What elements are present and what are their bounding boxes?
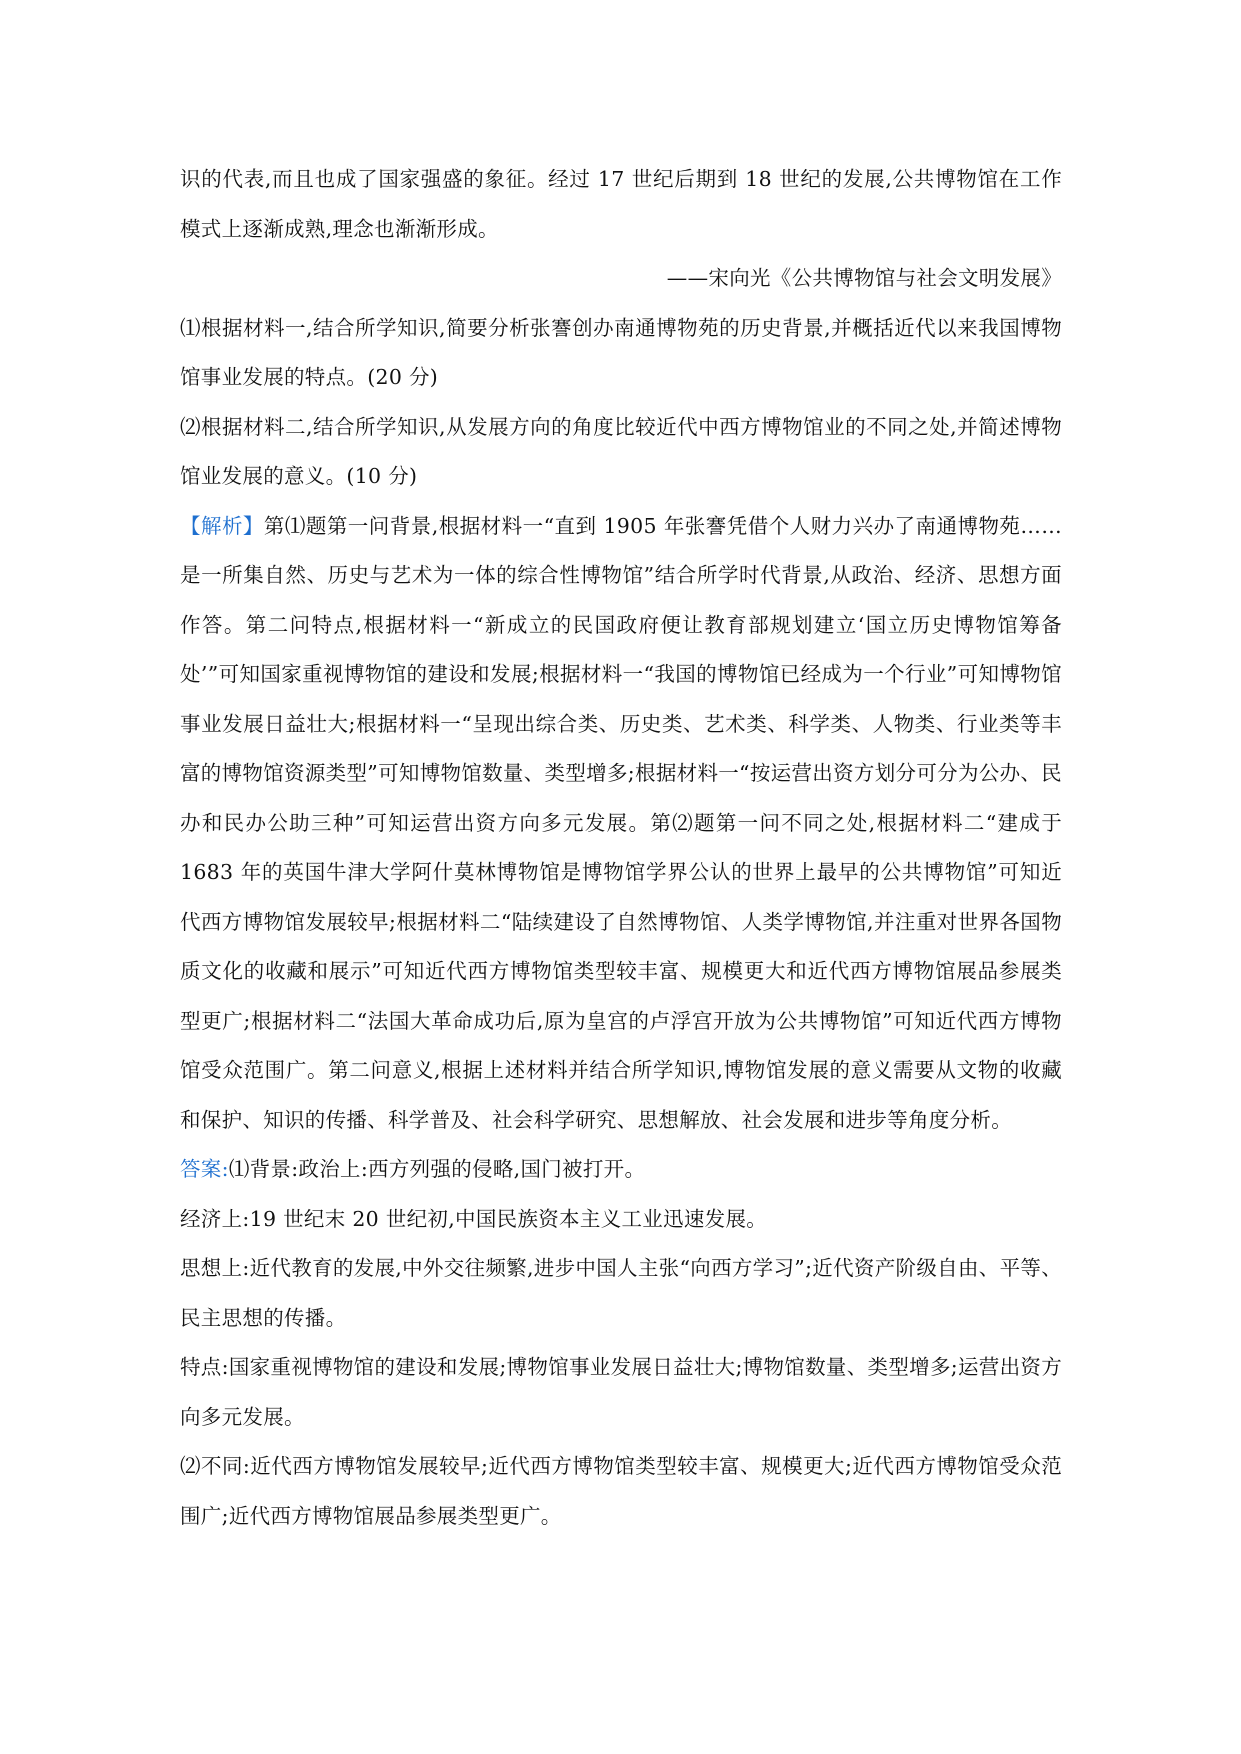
answer-line-3: 思想上:近代教育的发展,中外交往频繁,进步中国人主张“向西方学习”;近代资产阶级自由、平等、民主思想的传播。 (180, 1256, 1062, 1330)
citation: ——宋向光《公共博物馆与社会文明发展》 (666, 266, 1062, 290)
question-2: ⑵根据材料二,结合所学知识,从发展方向的角度比较近代中西方博物馆业的不同之处,并简述博物馆业发展的意义。(10 分) (180, 414, 1062, 488)
analysis-paragraph (180, 502, 1062, 1146)
question-1: ⑴根据材料一,结合所学知识,简要分析张謇创办南通博物苑的历史背景,并概括近代以来我国博物馆事业发展的特点。(20 分) (180, 315, 1062, 389)
answer-paragraph (180, 1145, 1062, 1195)
answer-label: 答案: (180, 1157, 229, 1181)
document-page (180, 155, 1062, 1541)
answer-line-4: 特点:国家重视博物馆的建设和发展;博物馆事业发展日益壮大;博物馆数量、类型增多;运营出资方向多元发展。 (180, 1355, 1062, 1429)
intro-paragraph: 识的代表,而且也成了国家强盛的象征。经过 17 世纪后期到 18 世纪的发展,公共博物馆在工作模式上逐渐成熟,理念也渐渐形成。 (180, 167, 1062, 241)
answer-line-5: ⑵不同:近代西方博物馆发展较早;近代西方博物馆类型较丰富、规模更大;近代西方博物馆受众范围广;近代西方博物馆展品参展类型更广。 (180, 1454, 1062, 1528)
analysis-label: 【解析】 (180, 513, 264, 538)
answer-line-1: ⑴背景:政治上:西方列强的侵略,国门被打开。 (228, 1157, 646, 1181)
analysis-text: 第⑴题第一问背景,根据材料一“直到 1905 年张謇凭借个人财力兴办了南通博物苑……是一所集自然、历史与艺术为一体的综合性博物馆”结合所学时代背景,从政治、经济、思想方面作答。第二问特点,根据材料一“新成立的民国政府便让教育部规划建立‘国立历史博物馆筹备处’”可知国家重视博物馆的建设和发展;根据材料一“我国的博物馆已经成为一个行业”可知博物馆事业发展日益壮大;根据材料一“呈现出综合类、历史类、艺术类、科学类、人物类、行业类等丰富的博物馆资源类型”可知博物馆数量、类型增多;根据材料一“按运营出资方划分可分为公办、民办和民办公助三种”可知运营出资方向多元发展。第⑵题第一问不同之处,根据材料二“建成于 1683 年的英国牛津大学阿什莫林博物馆是博物馆学界公认的世界上最早的公共博物馆”可知近代西方博物馆发展较早;根据材料二“陆续建设了自然博物馆、人类学博物馆,并注重对世界各国物质文化的收藏和展示”可知近代西方博物馆类型较丰富、规模更大和近代西方博物馆展品参展类型更广;根据材料二“法国大革命成功后,原为皇宫的卢浮宫开放为公共博物馆”可知近代西方博物馆受众范围广。第二问意义,根据上述材料并结合所学知识,博物馆发展的意义需要从文物的收藏和保护、知识的传播、科学普及、社会科学研究、思想解放、社会发展和进步等角度分析。 (180, 513, 1062, 1132)
answer-line-2: 经济上:19 世纪末 20 世纪初,中国民族资本主义工业迅速发展。 (180, 1206, 768, 1231)
